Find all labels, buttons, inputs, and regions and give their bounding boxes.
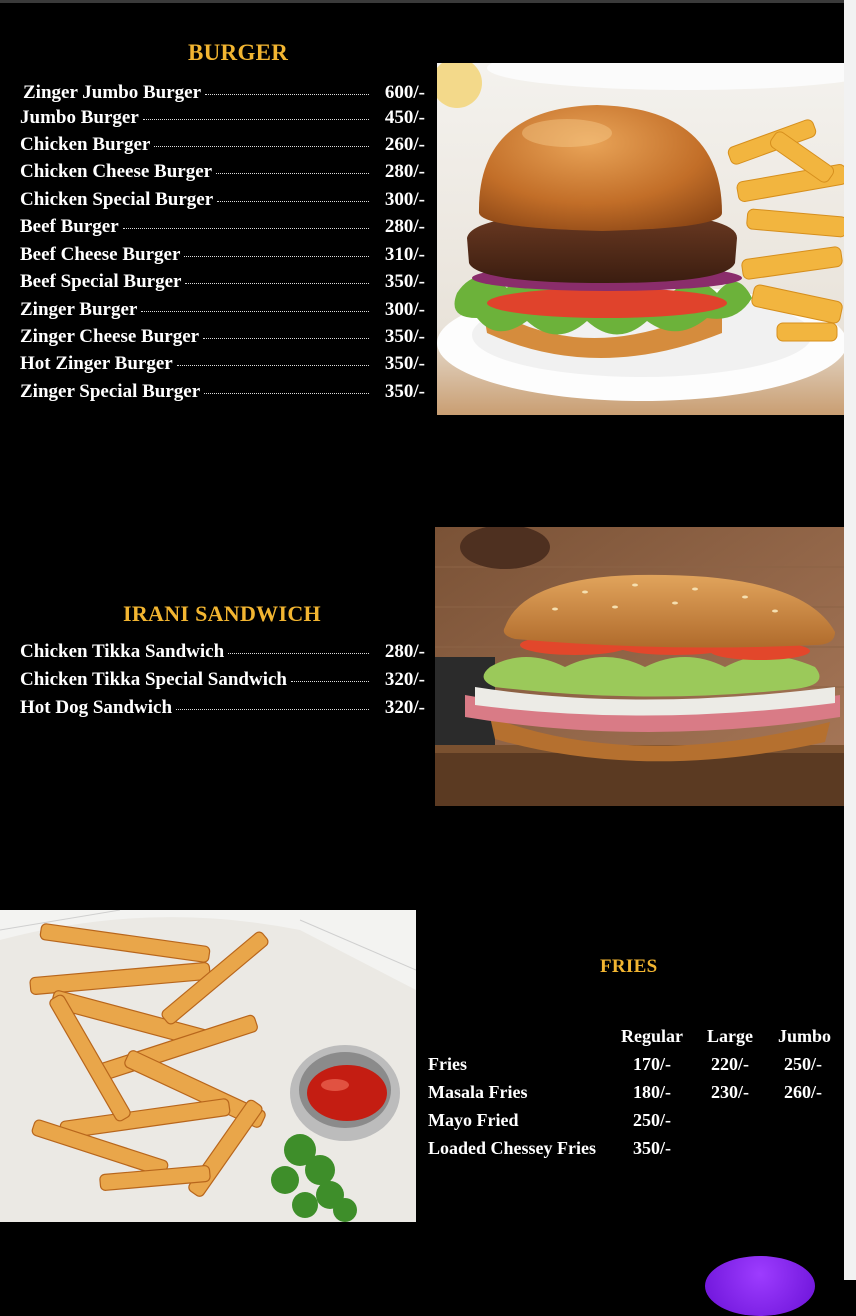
burger-title: BURGER <box>188 40 289 65</box>
item-name: Masala Fries <box>428 1082 528 1102</box>
list-item: Chicken Special Burger 300/- <box>20 189 425 210</box>
fries-title: FRIES <box>600 956 658 977</box>
list-item: Beef Cheese Burger 310/- <box>20 244 425 265</box>
table-row <box>0 1082 856 1106</box>
column-header-regular: Regular <box>621 1026 683 1046</box>
list-item: Zinger Burger 300/- <box>20 299 425 320</box>
column-header-large: Large <box>707 1026 753 1046</box>
price-regular: 180/- <box>633 1082 671 1102</box>
floating-action-button[interactable] <box>705 1256 815 1316</box>
table-row <box>0 1054 856 1078</box>
column-header-jumbo: Jumbo <box>778 1026 832 1046</box>
list-item: Zinger Cheese Burger 350/- <box>20 326 425 347</box>
table-row <box>0 1138 856 1162</box>
list-item: Hot Dog Sandwich 320/- <box>20 697 425 718</box>
list-item: Jumbo Burger 450/- <box>20 107 425 128</box>
item-name: Mayo Fried <box>428 1110 519 1130</box>
table-header <box>0 1026 856 1050</box>
sandwich-title: IRANI SANDWICH <box>123 601 321 626</box>
list-item: Chicken Tikka Special Sandwich 320/- <box>20 669 425 690</box>
list-item: Chicken Cheese Burger 280/- <box>20 161 425 182</box>
top-strip <box>0 0 856 3</box>
price-regular: 170/- <box>633 1054 671 1074</box>
list-item: Hot Zinger Burger 350/- <box>20 353 425 374</box>
price-regular: 350/- <box>633 1138 671 1158</box>
list-item: Chicken Burger 260/- <box>20 134 425 155</box>
list-item: Zinger Jumbo Burger 600/- <box>23 82 425 103</box>
item-name: Fries <box>428 1054 467 1074</box>
sandwich-photo <box>435 527 844 806</box>
price-large: 230/- <box>711 1082 749 1102</box>
burger-photo <box>437 63 844 415</box>
item-name: Loaded Chessey Fries <box>428 1138 596 1158</box>
price-jumbo: 250/- <box>784 1054 822 1074</box>
price-large: 220/- <box>711 1054 749 1074</box>
list-item: Beef Burger 280/- <box>20 216 425 237</box>
list-item: Zinger Special Burger 350/- <box>20 381 425 402</box>
list-item: Beef Special Burger 350/- <box>20 271 425 292</box>
price-jumbo: 260/- <box>784 1082 822 1102</box>
table-row <box>0 1110 856 1134</box>
list-item: Chicken Tikka Sandwich 280/- <box>20 641 425 662</box>
price-regular: 250/- <box>633 1110 671 1130</box>
